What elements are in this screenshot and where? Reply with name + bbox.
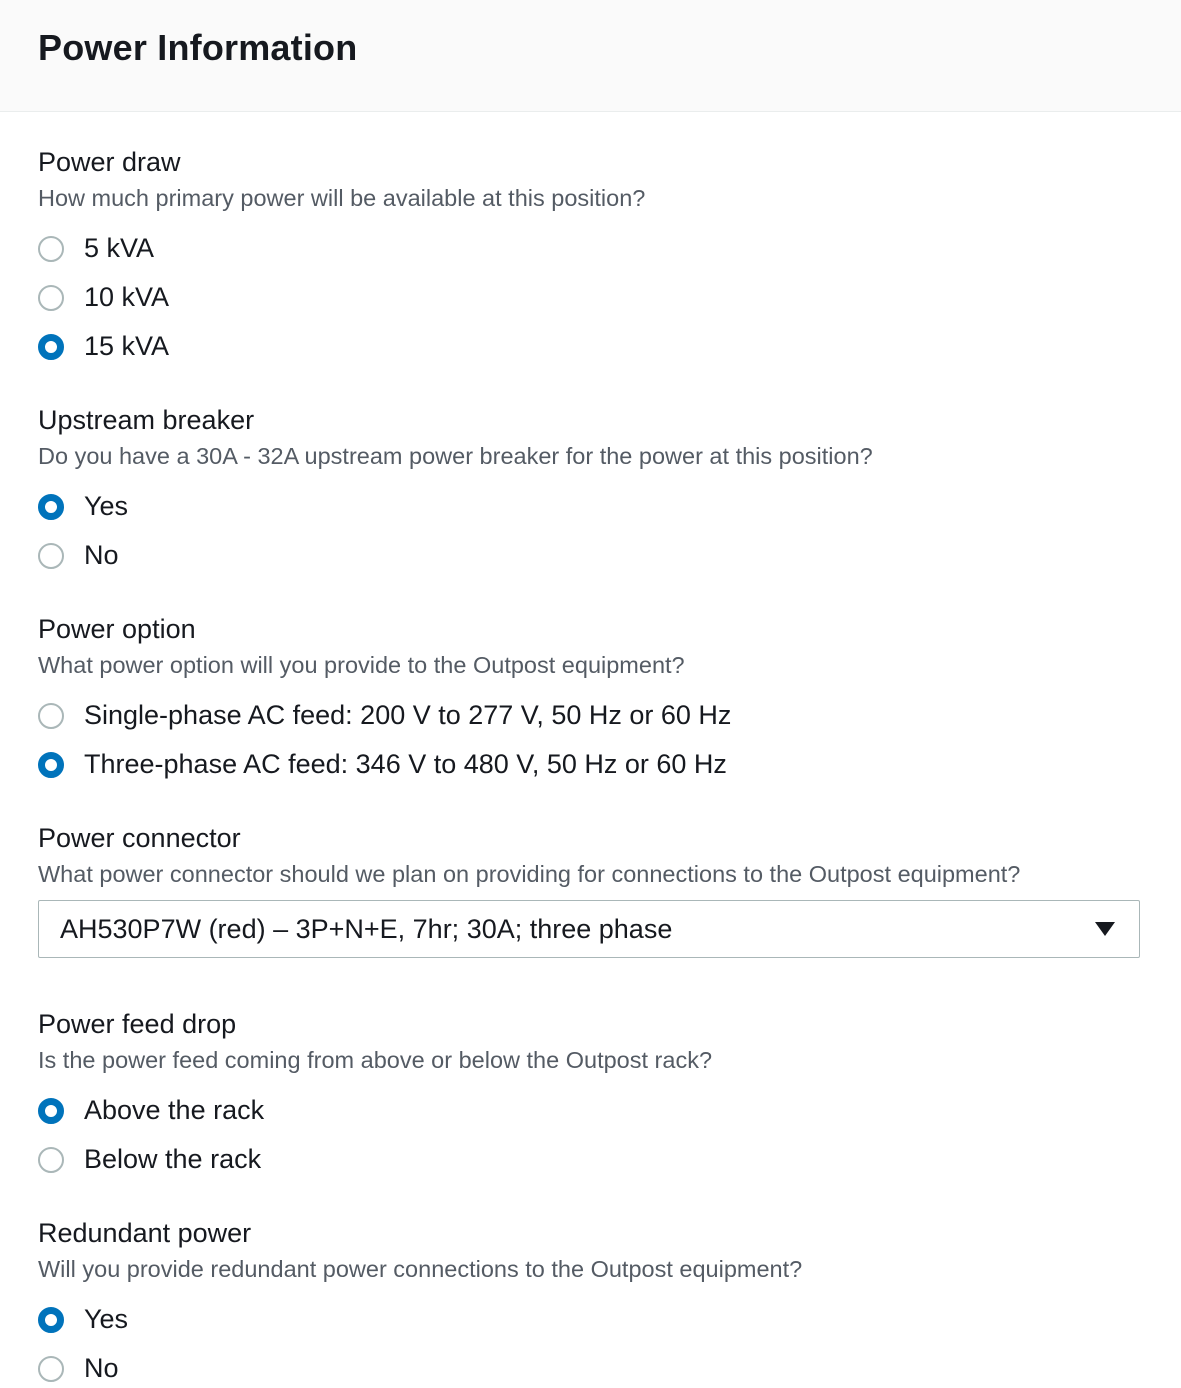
radio-option-redundant-yes[interactable]	[38, 1295, 1140, 1344]
radio-option-redundant-no[interactable]	[38, 1344, 1140, 1388]
redundant-power-description: Will you provide redundant power connections to the Outpost equipment?	[38, 1256, 803, 1282]
redundant-power-label: Redundant power	[38, 1218, 252, 1248]
power-feed-drop-label: Power feed drop	[38, 1009, 237, 1039]
radio-button-breaker-yes-selected[interactable]	[38, 494, 64, 520]
upstream-breaker-description: Do you have a 30A - 32A upstream power breaker for the power at this position?	[38, 443, 873, 469]
radio-button-above-rack-selected[interactable]	[38, 1098, 64, 1124]
radio-label: Yes	[84, 491, 129, 521]
power-feed-drop-description: Is the power feed coming from above or below the Outpost rack?	[38, 1047, 713, 1073]
panel-body	[0, 112, 1181, 1388]
power-draw-radio-group	[38, 224, 1140, 371]
power-option-label: Power option	[38, 614, 196, 644]
upstream-breaker-label: Upstream breaker	[38, 405, 255, 435]
radio-option-above-rack[interactable]	[38, 1086, 1140, 1135]
radio-option-breaker-yes[interactable]	[38, 482, 1140, 531]
radio-option-breaker-no[interactable]	[38, 531, 1140, 580]
upstream-breaker-radio-group	[38, 482, 1140, 580]
power-connector-label: Power connector	[38, 823, 241, 853]
field-redundant-power	[38, 1213, 1140, 1388]
power-connector-selected-value: AH530P7W (red) – 3P+N+E, 7hr; 30A; three phase	[60, 913, 673, 944]
radio-label: 5 kVA	[84, 233, 155, 263]
redundant-power-radio-group	[38, 1295, 1140, 1388]
panel-title: Power Information	[38, 26, 358, 68]
radio-label: Below the rack	[84, 1144, 262, 1174]
radio-button-15-kva-selected[interactable]	[38, 334, 64, 360]
field-power-connector	[38, 818, 1140, 958]
caret-down-icon	[1095, 922, 1115, 936]
radio-option-three-phase[interactable]	[38, 740, 1140, 789]
radio-option-15-kva[interactable]	[38, 322, 1140, 371]
radio-label: 10 kVA	[84, 282, 170, 312]
field-power-draw	[38, 142, 1140, 371]
radio-label: Three-phase AC feed: 346 V to 480 V, 50 Hz or 60 Hz	[84, 749, 727, 779]
power-option-description: What power option will you provide to the Outpost equipment?	[38, 652, 685, 678]
radio-label: No	[84, 1353, 119, 1383]
power-connector-description: What power connector should we plan on providing for connections to the Outpost equipment?	[38, 861, 1021, 887]
radio-button-three-phase-selected[interactable]	[38, 752, 64, 778]
power-option-radio-group	[38, 691, 1140, 789]
radio-label: Yes	[84, 1304, 129, 1334]
power-draw-label: Power draw	[38, 147, 181, 177]
field-power-feed-drop	[38, 1004, 1140, 1184]
radio-option-5-kva[interactable]	[38, 224, 1140, 273]
radio-button-single-phase[interactable]	[38, 703, 64, 729]
field-power-option	[38, 609, 1140, 789]
radio-option-below-rack[interactable]	[38, 1135, 1140, 1184]
radio-button-5-kva[interactable]	[38, 236, 64, 262]
panel-header	[0, 0, 1181, 112]
radio-label: Single-phase AC feed: 200 V to 277 V, 50 Hz or 60 Hz	[84, 700, 732, 730]
power-feed-drop-radio-group	[38, 1086, 1140, 1184]
radio-option-10-kva[interactable]	[38, 273, 1140, 322]
radio-label: 15 kVA	[84, 331, 170, 361]
radio-label: Above the rack	[84, 1095, 265, 1125]
radio-button-10-kva[interactable]	[38, 285, 64, 311]
radio-button-below-rack[interactable]	[38, 1147, 64, 1173]
radio-option-single-phase[interactable]	[38, 691, 1140, 740]
power-draw-description: How much primary power will be available at this position?	[38, 185, 646, 211]
field-upstream-breaker	[38, 400, 1140, 580]
radio-label: No	[84, 540, 119, 570]
radio-button-redundant-yes-selected[interactable]	[38, 1307, 64, 1333]
radio-button-breaker-no[interactable]	[38, 543, 64, 569]
radio-button-redundant-no[interactable]	[38, 1356, 64, 1382]
power-connector-select[interactable]	[38, 900, 1140, 958]
